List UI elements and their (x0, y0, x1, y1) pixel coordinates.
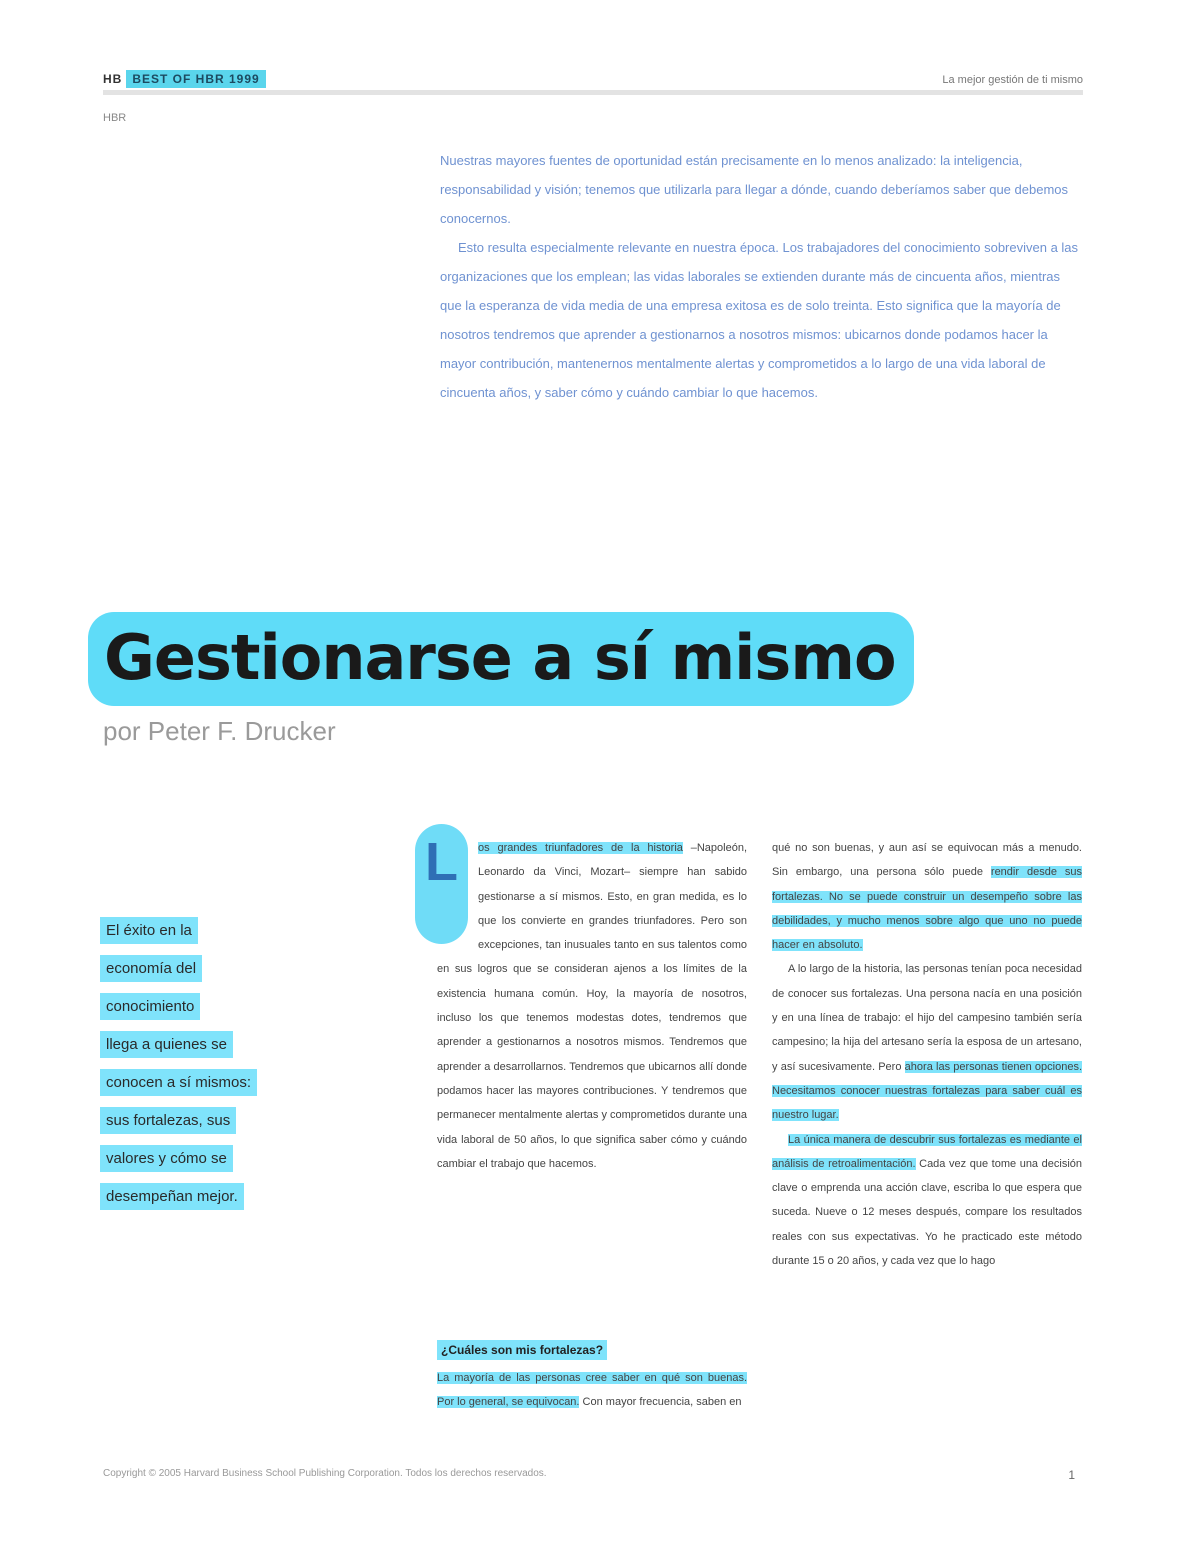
body-text: Con mayor frecuencia, saben en (582, 1396, 742, 1408)
body-paragraph (437, 836, 747, 1176)
body-text: Cada vez que tome una decisión clave o emprenda una acción clave, escriba lo que espera que suceda. Nueve o 12 meses después, compare los resultados reales con sus expectativas. Yo he practicado este método durante 15 o 20 años, y cada vez que lo hago (772, 1157, 1082, 1268)
body-column-1-continued (437, 1366, 747, 1414)
section-label: HBR (103, 112, 127, 124)
highlighted-text: La única manera de descubrir sus fortalezas es mediante el análisis de retroalimentación. (772, 1133, 1082, 1170)
body-paragraph (772, 1128, 1082, 1274)
highlighted-text: os grandes triunfadores de la historia (478, 842, 683, 854)
page-number: 1 (1068, 1468, 1075, 1482)
body-column-2 (772, 836, 1082, 1273)
page-header (103, 70, 1083, 95)
pull-quote-line: valores y cómo se (100, 1145, 233, 1172)
pull-quote-line: El éxito en la (100, 917, 198, 944)
section-subheading (437, 1338, 747, 1362)
intro-paragraph-2: Esto resulta especialmente relevante en nuestra época. Los trabajadores del conocimiento sobreviven a las organizaciones que los emplean; las vidas laborales se extienden durante más de cincuenta años, mientras que la esperanza de vida media de una empresa exitosa es de solo treinta. Esto significa que la mayoría de nosotros tendremos que aprender a gestionarnos a nosotros mismos: ubicarnos donde podamos hacer la mayor contribución, mantenernos mentalmente alertas y comprometidos a lo largo de una vida laboral de cincuenta años, y saber cómo y cuándo cambiar lo que hacemos. (440, 240, 1079, 400)
brand-tag: BEST OF HBR 1999 (126, 70, 265, 88)
pull-quote-line: desempeñan mejor. (100, 1183, 244, 1210)
pull-quote-line: llega a quienes se (100, 1031, 233, 1058)
page-footer (103, 1468, 1083, 1482)
copyright-text: Copyright © 2005 Harvard Business School Publishing Corporation. Todos los derechos reservados. (103, 1468, 547, 1479)
highlighted-text: rendir desde sus fortalezas. No se puede construir un desempeño sobre las debilidades, y mucho menos sobre algo que uno no puede hacer en absoluto. (772, 866, 1082, 952)
brand-mark (103, 72, 266, 86)
body-column-1 (425, 832, 748, 1176)
drop-cap: L (415, 824, 468, 944)
pull-quote-line: economía del (100, 955, 202, 982)
pull-quote (100, 912, 360, 1216)
intro-block (440, 146, 1080, 407)
article-title: Gestionarse a sí mismo (88, 612, 914, 706)
pull-quote-line: conocen a sí mismos: (100, 1069, 257, 1096)
pull-quote-line: sus fortalezas, sus (100, 1107, 236, 1134)
body-text: –Napoleón, Leonardo da Vinci, Mozart– siempre han sabido gestionarse a sí mismos. Esto, en gran medida, es lo que los convierte en grandes triunfadores. Pero son excepciones, tan inusuales tanto en sus talentos como en sus logros que se consideran ajenos a los límites de la existencia humana común. Hoy, la mayoría de nosotros, incluso los que tenemos modestas dotes, tendremos que aprender a gestionarnos a nosotros mismos. Tendremos que aprender a desarrollarnos. Tendremos que ubicarnos allí donde podamos hacer las mayores contribuciones. Y tendremos que permanecer mentalmente alertas y comprometidos durante una vida laboral de 50 años, lo que significa saber cómo y cuándo cambiar el trabajo que hacemos. (437, 842, 748, 1170)
body-paragraph (772, 836, 1082, 957)
highlighted-text: La mayoría de las personas cree saber en qué son buenas. Por lo general, se equivocan. (437, 1372, 747, 1408)
body-paragraph (772, 957, 1082, 1127)
body-text: qué no son buenas, y aun así se equivocan más a menudo. Sin embargo, una persona sólo puede (772, 842, 1082, 879)
article-byline: por Peter F. Drucker (103, 716, 336, 746)
header-right-text: La mejor gestión de ti mismo (942, 74, 1083, 86)
pull-quote-line: conocimiento (100, 993, 200, 1020)
body-text: A lo largo de la historia, las personas tenían poca necesidad de conocer sus fortalezas. Una persona nacía en una posición y en una línea de trabajo: el hijo del campesino también sería campesino; la hija del artesano sería la esposa de un artesano, y así sucesivamente. Pero (772, 963, 1082, 1073)
highlighted-text: ahora las personas tienen opciones. Necesitamos conocer nuestras fortalezas para saber cuál es nuestro lugar. (772, 1060, 1082, 1122)
intro-paragraph-1: Nuestras mayores fuentes de oportunidad están precisamente en lo menos analizado: la inteligencia, responsabilidad y visión; tenemos que utilizarla para llegar a dónde, cuando deberíamos saber que debemos conocernos. (440, 153, 1069, 226)
brand-initials: HB (103, 72, 123, 86)
subheading-text: ¿Cuáles son mis fortalezas? (437, 1340, 607, 1360)
